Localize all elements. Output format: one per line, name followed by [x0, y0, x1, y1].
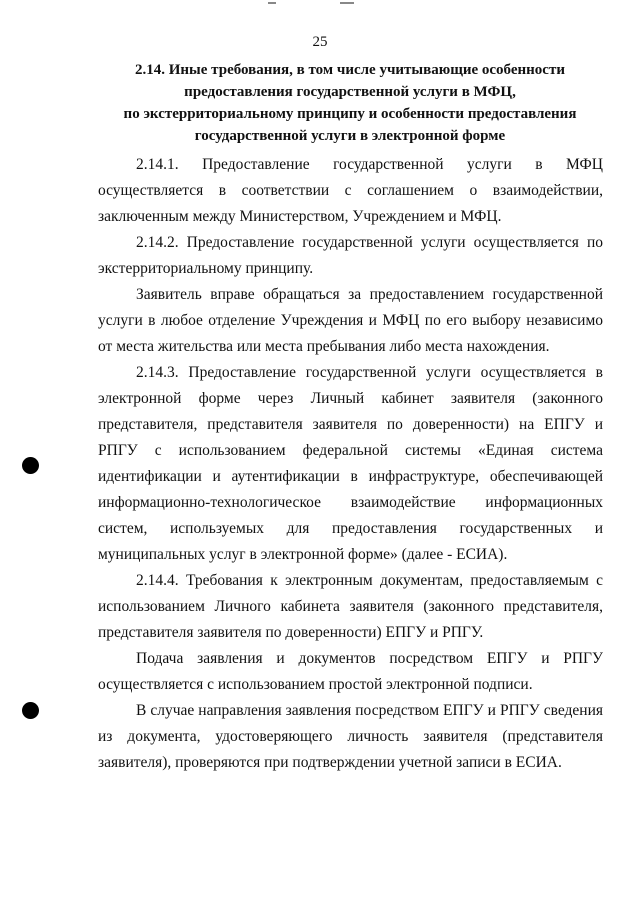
section-heading — [90, 59, 610, 147]
paragraph-2-14-1: 2.14.1. Предоставление государственной услуги в МФЦ осуществляется в соответствии с соглашением о взаимодействии, заключенным между Министерством, Учреждением и МФЦ. — [98, 156, 603, 225]
paragraph-2-14-4: 2.14.4. Требования к электронным документам, предоставляемым с использованием Личного кабинета заявителя (законного представителя, представителя заявителя по доверенности) ЕПГУ и РПГУ. — [98, 572, 603, 641]
punch-hole — [22, 702, 39, 719]
punch-hole — [22, 457, 39, 474]
paragraph-applicant-right: Заявитель вправе обращаться за предоставлением государственной услуги в любое отделение Учреждения и МФЦ по его выбору независимо от места жительства или места пребывания либо места нахождения. — [98, 286, 603, 355]
paragraph-submission: Подача заявления и документов посредством ЕПГУ и РПГУ осуществляется с использованием простой электронной подписи. — [98, 650, 603, 693]
paragraph-2-14-2: 2.14.2. Предоставление государственной услуги осуществляется по экстерриториальному принципу. — [98, 234, 603, 277]
scan-artifact — [268, 2, 276, 4]
document-body — [98, 152, 603, 776]
page-number: 25 — [312, 34, 328, 50]
heading-line: 2.14. Иные требования, в том числе учитывающие особенности — [135, 62, 565, 78]
heading-line: по экстерриториальному принципу и особенности предоставления — [123, 106, 577, 122]
scan-artifact — [340, 2, 354, 4]
paragraph-2-14-3: 2.14.3. Предоставление государственной услуги осуществляется в электронной форме через Личный кабинет заявителя (законного представителя, представителя заявителя по доверенности) на ЕПГУ и РПГУ с использованием федеральной системы «Единая система идентификации и аутентификации в инфраструктуре, обеспечивающей информационно-технологическое взаимодействие информационных систем, используемых для предоставления государственных и муниципальных услуг в электронной форме» (далее - ЕСИА). — [98, 364, 603, 563]
paragraph-verification: В случае направления заявления посредством ЕПГУ и РПГУ сведения из документа, удостоверяющего личность заявителя (представителя заявителя), проверяются при подтверждении учетной записи в ЕСИА. — [98, 702, 603, 771]
heading-line: государственной услуги в электронной форме — [194, 128, 506, 144]
heading-line: предоставления государственной услуги в МФЦ, — [184, 84, 516, 100]
